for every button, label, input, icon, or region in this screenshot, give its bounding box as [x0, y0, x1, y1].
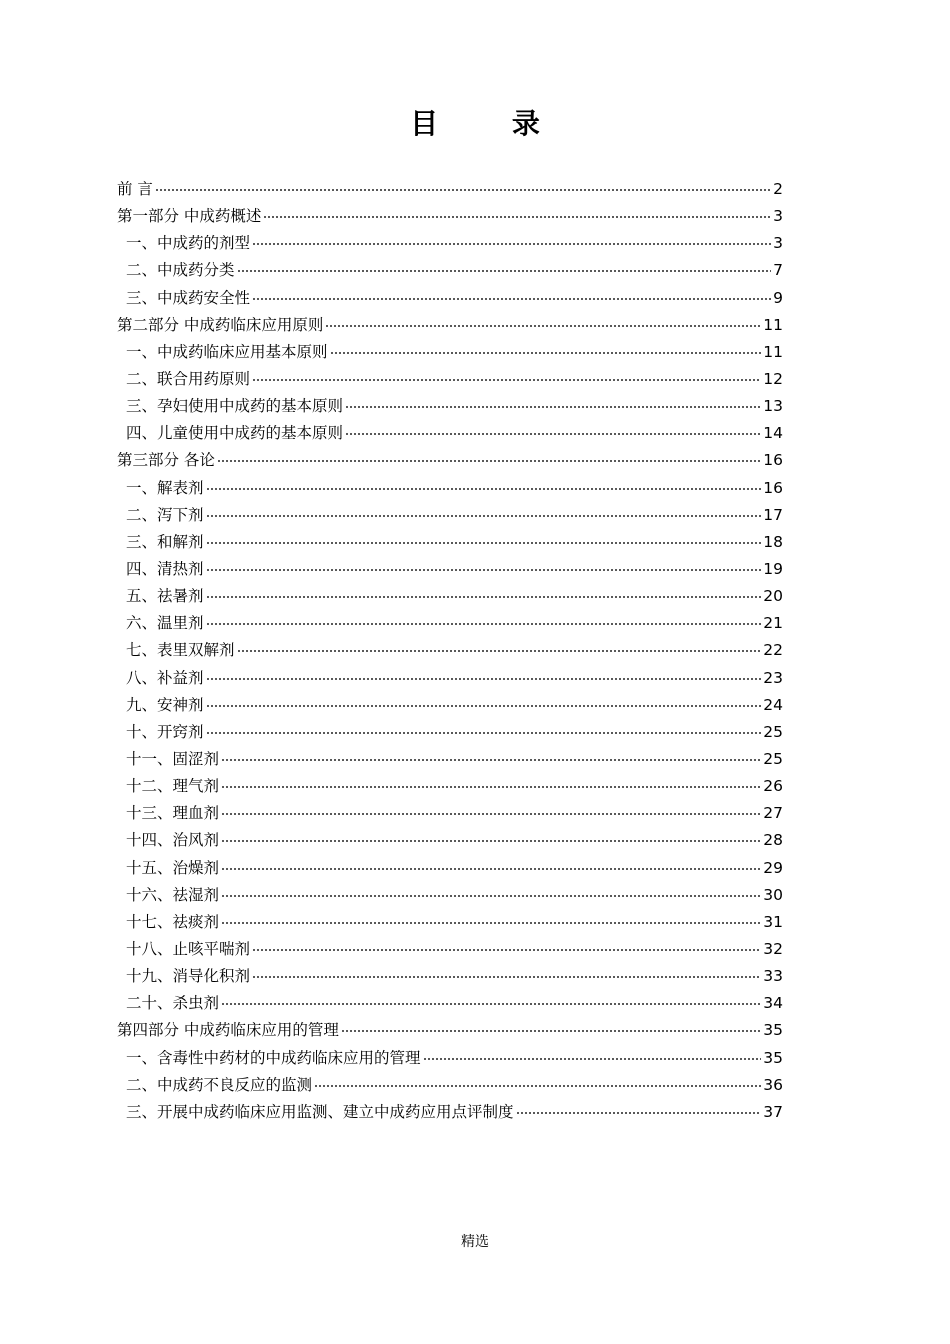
toc-dot-leader	[206, 515, 762, 517]
toc-entry-section[interactable]	[117, 719, 783, 746]
toc-entry-label: 前 言	[117, 180, 153, 198]
toc-entry-section[interactable]	[117, 1072, 783, 1099]
toc-entry-section[interactable]	[117, 257, 783, 284]
toc-dot-leader	[314, 1085, 761, 1087]
toc-entry-section[interactable]	[117, 800, 783, 827]
page-title: 目 录	[410, 107, 572, 140]
toc-entry-page-number: 25	[763, 749, 783, 768]
toc-entry-section[interactable]	[117, 230, 783, 257]
toc-entry-label: 第二部分 中成药临床应用原则	[117, 315, 324, 334]
toc-entry-page-number: 33	[763, 967, 783, 986]
table-of-contents	[117, 176, 783, 1126]
toc-entry-page-number: 3	[773, 207, 783, 226]
toc-entry-page-number: 16	[763, 478, 783, 497]
toc-entry-section[interactable]	[117, 665, 783, 692]
toc-entry-label: 十四、治风剂	[126, 831, 220, 850]
toc-entry-page-number: 24	[763, 695, 783, 714]
toc-entry-page-number: 21	[763, 614, 783, 633]
toc-dot-leader	[325, 325, 761, 327]
toc-dot-leader	[221, 1003, 761, 1005]
toc-entry-label: 十、开窍剂	[126, 722, 204, 741]
toc-dot-leader	[423, 1058, 762, 1060]
toc-entry-label: 十五、治燥剂	[126, 858, 220, 877]
toc-entry-page-number: 35	[763, 1048, 783, 1067]
toc-entry-label: 三、开展中成药临床应用监测、建立中成药应用点评制度	[126, 1102, 514, 1121]
toc-entry-page-number: 13	[763, 397, 783, 416]
toc-entry-label: 八、补益剂	[126, 668, 204, 687]
toc-entry-section[interactable]	[117, 475, 783, 502]
toc-entry-page-number: 28	[763, 831, 783, 850]
toc-entry-page-number: 18	[763, 532, 783, 551]
toc-entry-part[interactable]	[117, 203, 783, 230]
toc-entry-page-number: 9	[773, 288, 783, 307]
toc-dot-leader	[221, 922, 761, 924]
toc-entry-section[interactable]	[117, 1099, 783, 1126]
toc-entry-label: 十一、固涩剂	[126, 749, 220, 768]
toc-dot-leader	[221, 813, 761, 815]
toc-entry-section[interactable]	[117, 882, 783, 909]
toc-entry-page-number: 25	[763, 722, 783, 741]
toc-entry-label: 七、表里双解剂	[126, 641, 235, 660]
toc-dot-leader	[237, 650, 762, 652]
toc-dot-leader	[206, 596, 762, 598]
toc-entry-page-number: 3	[773, 234, 783, 253]
toc-entry-page-number: 2	[773, 180, 783, 198]
toc-entry-label: 三、孕妇使用中成药的基本原则	[126, 397, 344, 416]
toc-dot-leader	[221, 759, 761, 761]
toc-entry-label: 一、中成药的剂型	[126, 234, 251, 253]
toc-dot-leader	[155, 189, 771, 191]
toc-dot-leader	[252, 243, 771, 245]
toc-entry-page-number: 36	[763, 1075, 783, 1094]
toc-entry-page-number: 7	[773, 261, 783, 280]
toc-entry-section[interactable]	[117, 909, 783, 936]
toc-entry-part[interactable]	[117, 447, 783, 474]
toc-entry-label: 二、联合用药原则	[126, 369, 251, 388]
toc-entry-page-number: 14	[763, 424, 783, 443]
toc-entry-page-number: 11	[763, 315, 783, 334]
toc-entry-label: 六、温里剂	[126, 614, 204, 633]
toc-entry-label: 九、安神剂	[126, 695, 204, 714]
toc-entry-page-number: 30	[763, 885, 783, 904]
toc-entry-label: 第一部分 中成药概述	[117, 207, 262, 226]
toc-dot-leader	[206, 623, 762, 625]
toc-dot-leader	[516, 1112, 762, 1114]
toc-entry-section[interactable]	[117, 529, 783, 556]
toc-entry-page-number: 16	[763, 451, 783, 470]
toc-dot-leader	[206, 542, 762, 544]
toc-entry-part[interactable]	[117, 312, 783, 339]
toc-entry-page-number: 20	[763, 587, 783, 606]
toc-entry-label: 五、祛暑剂	[126, 587, 204, 606]
toc-dot-leader	[206, 569, 762, 571]
toc-dot-leader	[206, 732, 762, 734]
toc-entry-label: 二、泻下剂	[126, 505, 204, 524]
toc-entry-page-number: 12	[763, 369, 783, 388]
toc-entry-part[interactable]	[117, 1017, 783, 1044]
toc-dot-leader	[206, 488, 762, 490]
toc-entry-section[interactable]	[117, 855, 783, 882]
toc-entry-page-number: 29	[763, 858, 783, 877]
toc-entry-section[interactable]	[117, 366, 783, 393]
toc-entry-section[interactable]	[117, 502, 783, 529]
toc-entry-label: 十三、理血剂	[126, 804, 220, 823]
toc-entry-page-number: 27	[763, 804, 783, 823]
toc-entry-section[interactable]	[117, 773, 783, 800]
toc-entry-section[interactable]	[117, 610, 783, 637]
toc-dot-leader	[252, 976, 761, 978]
toc-entry-section[interactable]	[117, 637, 783, 664]
toc-dot-leader	[221, 868, 761, 870]
toc-entry-page-number: 37	[763, 1102, 783, 1121]
toc-entry-label: 二十、杀虫剂	[126, 994, 220, 1013]
toc-entry-page-number: 22	[763, 641, 783, 660]
toc-dot-leader	[206, 678, 762, 680]
toc-dot-leader	[237, 270, 771, 272]
toc-entry-page-number: 32	[763, 939, 783, 958]
toc-entry-page-number: 31	[763, 912, 783, 931]
toc-entry-section[interactable]	[117, 963, 783, 990]
toc-entry-section[interactable]	[117, 1045, 783, 1072]
toc-entry-label: 十七、祛痰剂	[126, 912, 220, 931]
toc-entry-page-number: 17	[763, 505, 783, 524]
toc-entry-part[interactable]	[117, 176, 783, 203]
toc-entry-label: 二、中成药不良反应的监测	[126, 1075, 313, 1094]
toc-dot-leader	[221, 786, 761, 788]
toc-entry-label: 十六、祛湿剂	[126, 885, 220, 904]
toc-entry-label: 三、和解剂	[126, 532, 204, 551]
toc-dot-leader	[345, 433, 761, 435]
toc-entry-section[interactable]	[117, 285, 783, 312]
toc-dot-leader	[345, 406, 761, 408]
toc-entry-section[interactable]	[117, 420, 783, 447]
toc-entry-label: 二、中成药分类	[126, 261, 235, 280]
toc-entry-section[interactable]	[117, 692, 783, 719]
toc-entry-label: 第三部分 各论	[117, 451, 215, 470]
toc-entry-label: 十二、理气剂	[126, 777, 220, 796]
toc-entry-page-number: 26	[763, 777, 783, 796]
toc-entry-label: 一、解表剂	[126, 478, 204, 497]
toc-dot-leader	[221, 840, 761, 842]
toc-entry-label: 一、含毒性中药材的中成药临床应用的管理	[126, 1048, 421, 1067]
toc-entry-section[interactable]	[117, 990, 783, 1017]
toc-entry-label: 第四部分 中成药临床应用的管理	[117, 1021, 339, 1040]
toc-dot-leader	[252, 949, 761, 951]
toc-dot-leader	[263, 216, 771, 218]
toc-entry-label: 一、中成药临床应用基本原则	[126, 342, 328, 361]
toc-entry-section[interactable]	[117, 827, 783, 854]
toc-entry-section[interactable]	[117, 556, 783, 583]
toc-entry-section[interactable]	[117, 393, 783, 420]
toc-dot-leader	[330, 352, 762, 354]
toc-entry-page-number: 34	[763, 994, 783, 1013]
toc-entry-section[interactable]	[117, 339, 783, 366]
toc-entry-section[interactable]	[117, 583, 783, 610]
toc-dot-leader	[252, 298, 771, 300]
page-footer: 精选	[461, 1234, 489, 1250]
toc-dot-leader	[252, 379, 761, 381]
toc-entry-page-number: 19	[763, 559, 783, 578]
toc-entry-label: 三、中成药安全性	[126, 288, 251, 307]
toc-entry-label: 十九、消导化积剂	[126, 967, 251, 986]
toc-entry-page-number: 11	[763, 342, 783, 361]
toc-dot-leader	[221, 895, 761, 897]
toc-entry-page-number: 35	[763, 1021, 783, 1040]
toc-entry-section[interactable]	[117, 746, 783, 773]
toc-dot-leader	[217, 460, 761, 462]
toc-entry-label: 十八、止咳平喘剂	[126, 939, 251, 958]
toc-dot-leader	[206, 705, 762, 707]
toc-dot-leader	[341, 1030, 761, 1032]
toc-entry-label: 四、清热剂	[126, 559, 204, 578]
toc-entry-label: 四、儿童使用中成药的基本原则	[126, 424, 344, 443]
toc-entry-page-number: 23	[763, 668, 783, 687]
toc-entry-section[interactable]	[117, 936, 783, 963]
